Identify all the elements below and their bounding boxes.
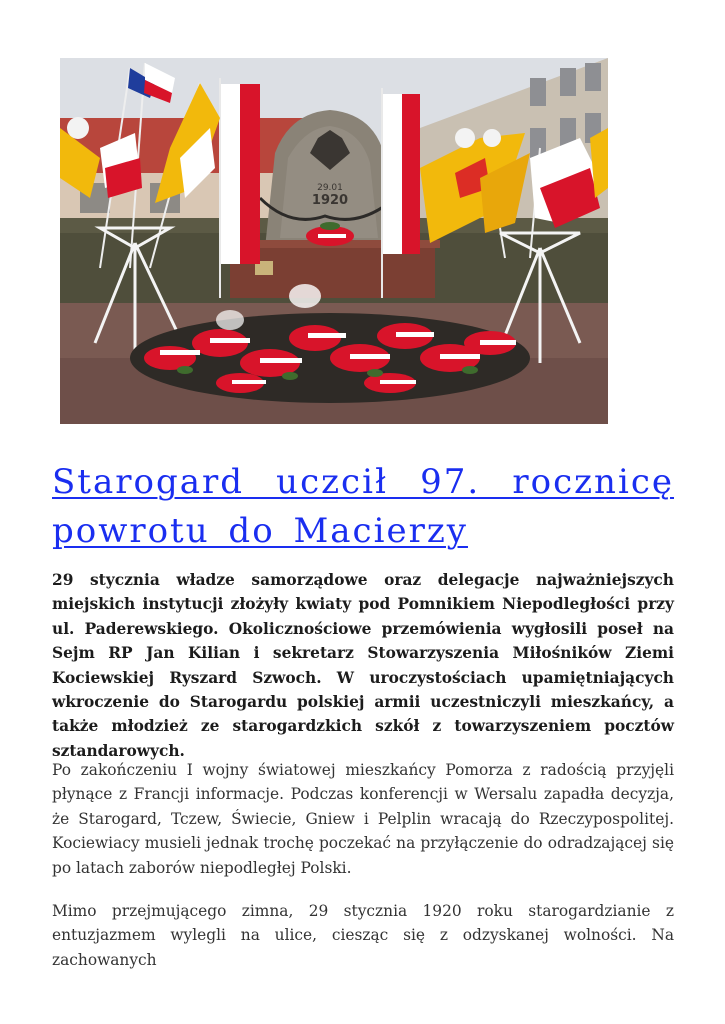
monument-date-text: 29.01: [317, 183, 343, 193]
article-paragraph-2: Mimo przejmującego zimna, 29 stycznia 1920 roku starogardzianie z entuzjazmem wylegli na ulice, ciesząc się z odzyskanej wolności. Na zachowanych: [52, 902, 674, 969]
article-title: [52, 458, 674, 556]
monument-year-text: 1920: [311, 193, 349, 208]
article-photo: [60, 58, 608, 424]
article-paragraph-1: Po zakończeniu I wojny światowej mieszkańcy Pomorza z radością przyjęli płynące z Francji informacje. Podczas konferencji w Wersalu zapadła decyzja, że Starogard, Tczew, Świecie, Gniew i Pelplin wracają do Rzeczypospolitej. Kociewiacy musieli jednak trochę poczekać na przyłączenie do odradzającej się po latach zaborów niepodległej Polski.: [52, 761, 674, 877]
article-title-link[interactable]: Starogard uczcił 97. rocznicę powrotu do Macierzy: [52, 462, 674, 551]
monument-photo-illustration: [60, 58, 608, 424]
article-lead: 29 stycznia władze samorządowe oraz delegacje najważniejszych miejskich instytucji złożyły kwiaty pod Pomnikiem Niepodległości przy ul. Paderewskiego. Okolicznościowe przemówienia wygłosili poseł na Sejm RP Jan Kilian i sekretarz Stowarzyszenia Miłośników Ziemi Kociewskiej Ryszard Szwoch. W uroczystościach upamiętniających wkroczenie do Starogardu polskiej armii uczestniczyli mieszkańcy, a także młodzież ze starogardzkich szkół z towarzyszeniem pocztów sztandarowych.: [52, 571, 674, 760]
